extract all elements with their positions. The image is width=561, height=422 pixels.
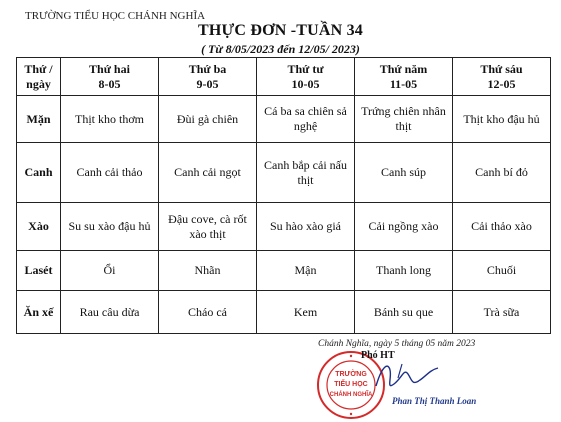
menu-cell: Kem (257, 291, 355, 334)
svg-text:TRƯỜNG: TRƯỜNG (335, 371, 367, 378)
day-header-friday (453, 58, 551, 96)
table-row-xao (17, 203, 551, 251)
menu-cell: Canh cải thảo (61, 143, 159, 203)
menu-cell: Canh bắp cải nấu thịt (257, 143, 355, 203)
row-label: Canh (17, 143, 61, 203)
day-date: 11-05 (389, 76, 418, 91)
page-title: THỰC ĐƠN -TUẦN 34 (197, 22, 364, 39)
svg-text:CHÁNH NGHĨA: CHÁNH NGHĨA (329, 392, 373, 398)
menu-cell: Thanh long (355, 251, 453, 291)
menu-cell: Su hào xào giá (257, 203, 355, 251)
menu-cell: Đậu cove, cà rốt xào thịt (159, 203, 257, 251)
day-header-monday (61, 58, 159, 96)
corner-line-1: Thứ / (24, 61, 53, 76)
day-date: 10-05 (291, 76, 320, 91)
svg-text:TIỂU HỌC: TIỂU HỌC (334, 381, 368, 388)
school-name: TRƯỜNG TIỂU HỌC CHÁNH NGHĨA (25, 10, 206, 22)
menu-cell: Ổi (61, 251, 159, 291)
menu-cell: Canh bí đỏ (453, 143, 551, 203)
corner-line-2: ngày (26, 76, 51, 91)
menu-cell: Mận (257, 251, 355, 291)
header-row (17, 58, 551, 96)
menu-cell: Trà sữa (453, 291, 551, 334)
menu-cell: Canh súp (355, 143, 453, 203)
day-name: Thứ sáu (480, 61, 523, 76)
menu-cell: Cải ngồng xào (355, 203, 453, 251)
day-name: Thứ năm (379, 61, 428, 76)
menu-cell: Đùi gà chiên (159, 96, 257, 143)
table-row-man (17, 96, 551, 143)
menu-table (16, 57, 551, 334)
day-name: Thứ ba (188, 61, 227, 76)
menu-cell: Thịt kho thơm (61, 96, 159, 143)
menu-cell: Nhãn (159, 251, 257, 291)
menu-cell: Su su xào đậu hủ (61, 203, 159, 251)
handwritten-signature (368, 356, 448, 396)
table-row-an-xe (17, 291, 551, 334)
row-label: Lasét (17, 251, 61, 291)
day-header-tuesday (159, 58, 257, 96)
row-label: Xào (17, 203, 61, 251)
day-date: 12-05 (487, 76, 516, 91)
menu-cell: Canh cải ngọt (159, 143, 257, 203)
corner-cell (17, 58, 61, 96)
day-header-wednesday (257, 58, 355, 96)
date-range: ( Từ 8/05/2023 đến 12/05/ 2023) (201, 42, 360, 56)
signer-name: Phan Thị Thanh Loan (392, 396, 477, 406)
menu-cell: Cháo cá (159, 291, 257, 334)
menu-cell: Trứng chiên nhân thịt (355, 96, 453, 143)
menu-cell: Chuối (453, 251, 551, 291)
row-label: Ăn xế (17, 291, 61, 334)
day-name: Thứ hai (89, 61, 130, 76)
day-header-thursday (355, 58, 453, 96)
day-date: 9-05 (196, 76, 219, 91)
day-name: Thứ tư (287, 61, 324, 76)
place-date: Chánh Nghĩa, ngày 5 tháng 05 năm 2023 (318, 339, 476, 349)
menu-cell: Cá ba sa chiên sả nghệ (257, 96, 355, 143)
table-row-laset (17, 251, 551, 291)
signer-role: Phó HT (361, 350, 395, 361)
menu-cell: Bánh su que (355, 291, 453, 334)
day-date: 8-05 (98, 76, 121, 91)
menu-cell: Cải thảo xào (453, 203, 551, 251)
menu-cell: Thịt kho đậu hủ (453, 96, 551, 143)
row-label: Mặn (17, 96, 61, 143)
menu-cell: Rau câu dừa (61, 291, 159, 334)
table-row-canh (17, 143, 551, 203)
